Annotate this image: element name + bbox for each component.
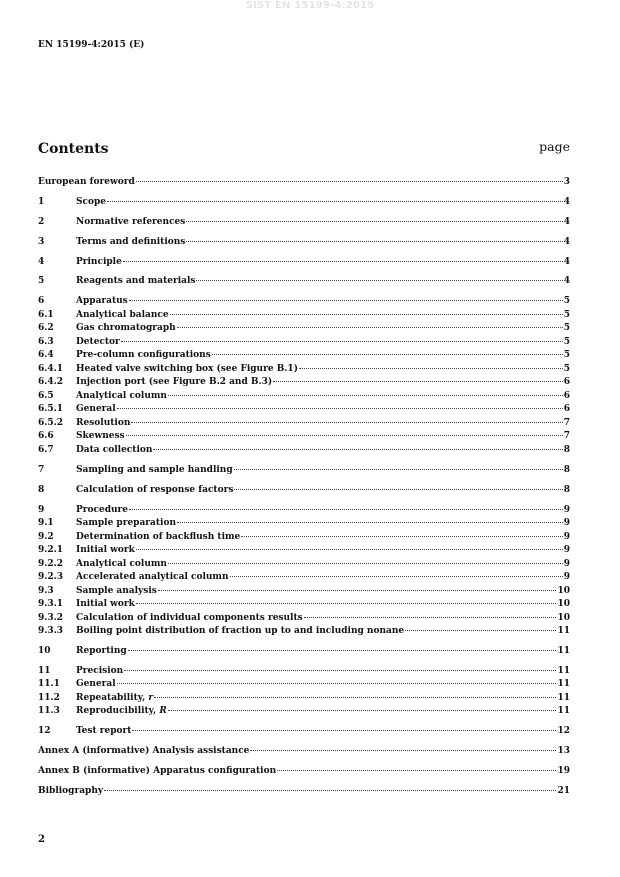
toc-entry-title: Calculation of response factors (76, 484, 234, 495)
toc-entry-page: 5 (563, 363, 570, 374)
toc-entry-title: Data collection (76, 444, 153, 455)
toc-entry-title: Initial work (76, 599, 135, 610)
toc-entry-page: 6 (563, 404, 570, 415)
dot-leader (132, 730, 556, 731)
toc-entry-title: Accelerated analytical column (76, 572, 229, 583)
toc-entry-page: 6 (563, 390, 570, 401)
toc-entry-page: 9 (563, 504, 570, 515)
toc-entry[interactable] (38, 364, 570, 378)
toc-entry-page: 10 (557, 599, 570, 610)
toc-entry-page: 7 (563, 417, 570, 428)
toc-entry-number: 9.2.2 (38, 558, 64, 569)
dot-leader (128, 650, 557, 651)
toc-entry-title: Detector (76, 336, 120, 347)
toc-entry-title: Analytical column (76, 558, 167, 569)
toc-entry-number: 6.5.2 (38, 417, 64, 428)
dot-leader (136, 603, 557, 604)
dot-leader (196, 280, 562, 281)
toc-entry-page: 8 (563, 464, 570, 475)
toc-entry-title: Annex B (informative) Apparatus configuration (38, 765, 277, 776)
toc-entry-number: 9.3.1 (38, 599, 64, 610)
toc-entry-title: Sample preparation (76, 518, 177, 529)
toc-entry-page: 19 (557, 765, 570, 776)
toc-entry-number: 9.2 (38, 531, 54, 542)
toc-entry-page: 9 (563, 558, 570, 569)
dot-leader (304, 617, 557, 618)
dot-leader (168, 710, 557, 711)
toc-entry-number: 11.1 (38, 679, 60, 690)
toc-entry[interactable] (38, 666, 570, 680)
dot-leader (153, 449, 562, 450)
toc-entry-page: 11 (557, 665, 570, 676)
dot-leader (136, 181, 563, 182)
dot-leader (131, 422, 562, 423)
toc-entry[interactable] (38, 766, 570, 780)
toc-entry[interactable] (38, 276, 570, 290)
toc-entry-title: Scope (76, 196, 107, 207)
toc-entry[interactable] (38, 532, 570, 546)
dot-leader (405, 630, 556, 631)
toc-entry-page: 5 (563, 350, 570, 361)
toc-entry-number: 4 (38, 256, 45, 267)
toc-entry-page: 3 (563, 177, 570, 187)
toc-entry-page: 8 (563, 444, 570, 455)
toc-entry[interactable] (38, 257, 570, 271)
dot-leader (107, 201, 563, 202)
dot-leader (117, 683, 557, 684)
toc-entry-page: 11 (557, 645, 570, 656)
toc-entry-page: 11 (557, 706, 570, 717)
toc-entry[interactable] (38, 485, 570, 499)
toc-entry-number: 9.3.3 (38, 626, 64, 637)
toc-entry-number: 9.3.2 (38, 612, 64, 623)
toc-entry-title: Reagents and materials (76, 276, 196, 287)
toc-entry[interactable] (38, 505, 570, 519)
toc-entry-number: 9.2.1 (38, 545, 64, 556)
toc-entry-page: 10 (557, 612, 570, 623)
toc-entry[interactable] (38, 310, 570, 324)
toc-entry-number: 6.1 (38, 309, 54, 320)
toc-entry-number: 9.1 (38, 518, 54, 529)
dot-leader (158, 590, 557, 591)
toc-entry-page: 9 (563, 572, 570, 583)
toc-entry[interactable] (38, 337, 570, 351)
dot-leader (168, 563, 563, 564)
toc-entry[interactable] (38, 404, 570, 418)
toc-entry-title: Apparatus (76, 296, 128, 307)
toc-entry[interactable] (38, 679, 570, 693)
dot-leader (154, 697, 556, 698)
contents-heading (38, 138, 570, 157)
dot-leader (277, 770, 556, 771)
dot-leader (299, 368, 563, 369)
dot-leader (117, 408, 563, 409)
toc-entry-title: Initial work (76, 545, 135, 556)
toc-entry-title: Determination of backflush time (76, 531, 241, 542)
toc-entry-number: 8 (38, 484, 45, 495)
toc-entry[interactable] (38, 586, 570, 600)
toc-entry[interactable] (38, 559, 570, 573)
dot-leader (212, 354, 563, 355)
toc-entry-number: 9.2.3 (38, 572, 64, 583)
toc-entry-title: Principle (76, 256, 122, 267)
dot-leader (234, 489, 562, 490)
toc-entry-number: 12 (38, 726, 51, 737)
watermark: SIST EN 15199-4:2015 (245, 0, 375, 11)
toc-entry-number: 6.5.1 (38, 404, 64, 415)
dot-leader (129, 300, 563, 301)
toc-entry[interactable] (38, 746, 570, 760)
dot-leader (234, 469, 563, 470)
toc-entry-title: Boiling point distribution of fraction up to and including nonane (76, 626, 405, 637)
dot-leader (230, 576, 563, 577)
toc-entry-number: 6.2 (38, 323, 54, 334)
toc-entry-page: 11 (557, 626, 570, 637)
page-column-label: page (539, 139, 570, 154)
toc-entry-page: 4 (563, 216, 570, 227)
toc-entry-page: 5 (563, 309, 570, 320)
toc-entry-title: Injection port (see Figure B.2 and B.3) (76, 377, 273, 388)
toc-entry[interactable] (38, 693, 570, 707)
toc-entry-number: 10 (38, 645, 51, 656)
toc-entry[interactable] (38, 786, 570, 800)
dot-leader (250, 750, 556, 751)
toc-entry[interactable] (38, 177, 570, 191)
toc-entry-title: Gas chromatograph (76, 323, 176, 334)
toc-entry-page: 9 (563, 518, 570, 529)
toc-entry-number: 6.5 (38, 390, 54, 401)
toc-entry-title: Analytical balance (76, 309, 169, 320)
toc-entry-number: 7 (38, 464, 45, 475)
toc-entry-title: Analytical column (76, 390, 167, 401)
dot-leader (170, 314, 563, 315)
toc-entry[interactable] (38, 572, 570, 586)
toc-entry-number: 6.3 (38, 336, 54, 347)
toc-entry-number: 6.7 (38, 444, 54, 455)
table-of-contents (38, 177, 570, 799)
toc-entry-number: 6.4.1 (38, 363, 64, 374)
toc-entry-title: Sampling and sample handling (76, 464, 233, 475)
toc-entry[interactable] (38, 545, 570, 559)
toc-entry-page: 11 (557, 692, 570, 703)
toc-entry-number: 6.4 (38, 350, 54, 361)
toc-entry[interactable] (38, 350, 570, 364)
dot-leader (186, 221, 562, 222)
toc-entry[interactable] (38, 626, 570, 640)
toc-entry[interactable] (38, 613, 570, 627)
toc-entry-title: Heated valve switching box (see Figure B.1) (76, 363, 298, 374)
toc-entry[interactable] (38, 726, 570, 740)
toc-entry-title: Test report (76, 726, 132, 737)
toc-entry[interactable] (38, 518, 570, 532)
toc-entry-number: 9 (38, 504, 45, 515)
toc-entry-number: 11.2 (38, 692, 60, 703)
toc-entry-number: 5 (38, 276, 45, 287)
contents-title: Contents (38, 141, 109, 157)
toc-entry[interactable] (38, 418, 570, 432)
toc-entry[interactable] (38, 237, 570, 251)
toc-entry[interactable] (38, 296, 570, 310)
toc-entry-title: Calculation of individual components results (76, 612, 303, 623)
toc-entry[interactable] (38, 431, 570, 445)
toc-entry-title: Normative references (76, 216, 186, 227)
toc-entry-title: Reporting (76, 645, 127, 656)
toc-entry-page: 4 (563, 256, 570, 267)
toc-entry-page: 5 (563, 296, 570, 307)
toc-entry-title: European foreword (38, 177, 135, 187)
toc-entry-number: 6 (38, 296, 45, 307)
toc-entry-page: 5 (563, 323, 570, 334)
toc-entry-title: General (76, 679, 116, 690)
toc-entry-page: 4 (563, 276, 570, 287)
dot-leader (126, 435, 563, 436)
toc-entry-title: Sample analysis (76, 585, 157, 596)
toc-entry[interactable] (38, 706, 570, 720)
toc-entry[interactable] (38, 599, 570, 613)
toc-entry-title: Reproducibility, R (76, 706, 167, 717)
toc-entry-title: Precision (76, 665, 124, 676)
toc-entry-page: 12 (557, 726, 570, 737)
dot-leader (241, 536, 563, 537)
toc-entry-page: 13 (557, 746, 570, 757)
toc-entry-number: 2 (38, 216, 45, 227)
dot-leader (168, 395, 563, 396)
dot-leader (177, 522, 563, 523)
toc-entry-title: Repeatability, r (76, 692, 154, 703)
toc-entry-number: 6.4.2 (38, 377, 64, 388)
toc-entry-number: 11.3 (38, 706, 60, 717)
dot-leader (186, 241, 562, 242)
document-id: EN 15199-4:2015 (E) (38, 40, 145, 50)
toc-entry-page: 4 (563, 196, 570, 207)
dot-leader (121, 341, 563, 342)
toc-entry-page: 9 (563, 545, 570, 556)
toc-entry-page: 4 (563, 236, 570, 247)
toc-entry-page: 11 (557, 679, 570, 690)
toc-entry-page: 10 (557, 585, 570, 596)
dot-leader (124, 670, 556, 671)
page-number: 2 (38, 834, 45, 845)
toc-entry-number: 3 (38, 236, 45, 247)
toc-entry-page: 6 (563, 377, 570, 388)
toc-entry[interactable] (38, 465, 570, 479)
toc-entry[interactable] (38, 391, 570, 405)
dot-leader (104, 790, 556, 791)
toc-entry-number: 1 (38, 196, 45, 207)
toc-entry-number: 6.6 (38, 431, 54, 442)
toc-entry-page: 8 (563, 484, 570, 495)
toc-entry-title: General (76, 404, 116, 415)
dot-leader (136, 549, 563, 550)
toc-entry-title: Pre-column configurations (76, 350, 211, 361)
dot-leader (177, 327, 563, 328)
toc-entry[interactable] (38, 197, 570, 211)
toc-entry-page: 5 (563, 336, 570, 347)
dot-leader (123, 261, 563, 262)
toc-entry[interactable] (38, 445, 570, 459)
dot-leader (129, 509, 563, 510)
toc-entry-title: Procedure (76, 504, 129, 515)
toc-entry[interactable] (38, 323, 570, 337)
toc-entry-page: 21 (557, 785, 570, 796)
toc-entry[interactable] (38, 217, 570, 231)
toc-entry[interactable] (38, 377, 570, 391)
toc-entry-title: Skewness (76, 431, 125, 442)
toc-entry-title: Bibliography (38, 785, 104, 796)
toc-entry-number: 11 (38, 665, 51, 676)
toc-entry-title: Annex A (informative) Analysis assistance (38, 746, 250, 757)
toc-entry[interactable] (38, 646, 570, 660)
toc-entry-title: Terms and definitions (76, 236, 186, 247)
toc-entry-number: 9.3 (38, 585, 54, 596)
toc-entry-title: Resolution (76, 417, 131, 428)
toc-entry-page: 9 (563, 531, 570, 542)
toc-entry-page: 7 (563, 431, 570, 442)
dot-leader (273, 381, 563, 382)
